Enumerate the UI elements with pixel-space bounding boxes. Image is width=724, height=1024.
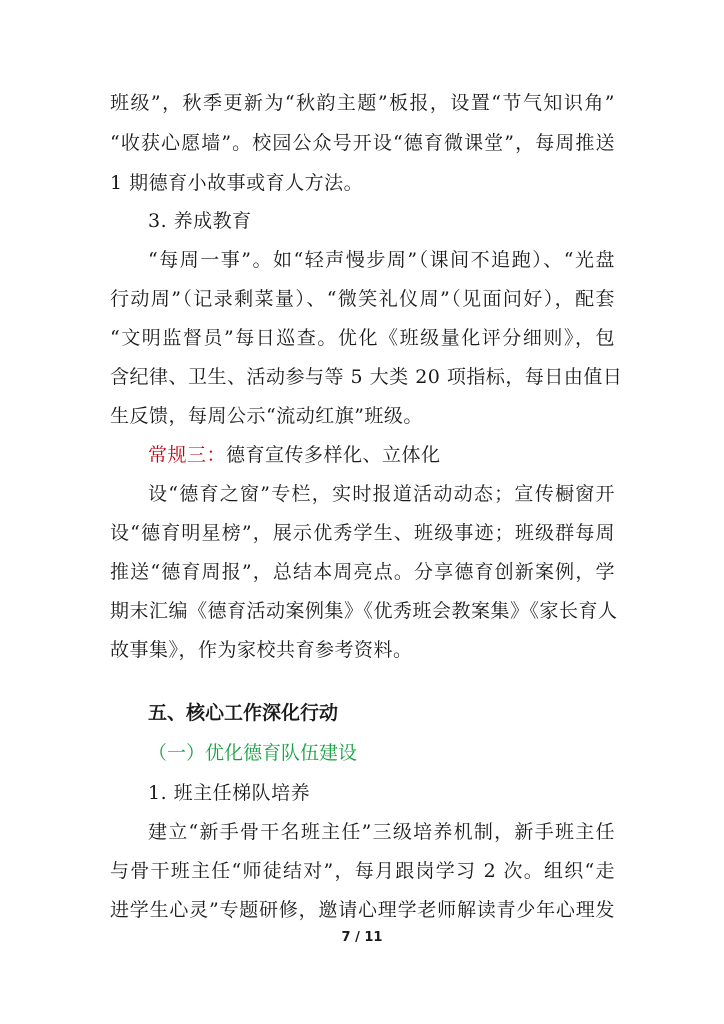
- paragraph-line: “文明监督员”每日巡查。优化《班级量化评分细则》，包: [110, 327, 615, 349]
- subsection-heading: 3. 养成教育: [148, 210, 252, 232]
- item-heading: 1. 班主任梯队培养: [148, 782, 311, 804]
- paragraph-line: 推送“德育周报”，总结本周亮点。分享德育创新案例，学: [110, 561, 615, 583]
- routine-heading: [148, 442, 441, 468]
- paragraph-line: 行动周”（记录剩菜量）、“微笑礼仪周”（见面问好），配套: [110, 288, 615, 310]
- paragraph-line: 班级”，秋季更新为“秋韵主题”板报，设置“节气知识角”: [110, 92, 615, 114]
- paragraph-line: 设“德育明星榜”，展示优秀学生、班级事迹；班级群每周: [110, 522, 615, 544]
- paragraph-line: 含纪律、卫生、活动参与等 5 大类 20 项指标，每日由值日: [110, 366, 623, 388]
- subsection-heading: （一）优化德育队伍建设: [148, 742, 358, 764]
- paragraph-line: 生反馈，每周公示“流动红旗”班级。: [110, 405, 423, 427]
- paragraph-line: 设“德育之窗”专栏，实时报道活动动态；宣传橱窗开: [148, 483, 615, 505]
- paragraph-line: 进学生心灵”专题研修，邀请心理学老师解读青少年心理发: [110, 899, 615, 921]
- section-heading: 五、核心工作深化行动: [148, 702, 339, 724]
- page-number: 7 / 11: [341, 930, 383, 945]
- paragraph-line: 故事集》，作为家校共育参考资料。: [110, 639, 413, 661]
- routine-label: 常规三：: [148, 444, 227, 466]
- paragraph-line: “每周一事”。如“轻声慢步周”（课间不追跑）、“光盘: [148, 249, 615, 271]
- paragraph-line: 期末汇编《德育活动案例集》《优秀班会教案集》《家长育人: [110, 600, 618, 622]
- paragraph-line: 建立“新手骨干名班主任”三级培养机制，新手班主任: [148, 821, 615, 843]
- paragraph-line: 1 期德育小故事或育人方法。: [110, 172, 364, 194]
- routine-title: 德育宣传多样化、立体化: [226, 444, 441, 466]
- paragraph-line: 与骨干班主任“师徒结对”，每月跟岗学习 2 次。组织“走: [110, 860, 615, 882]
- paragraph-line: “收获心愿墙”。校园公众号开设“德育微课堂”，每周推送: [110, 132, 615, 154]
